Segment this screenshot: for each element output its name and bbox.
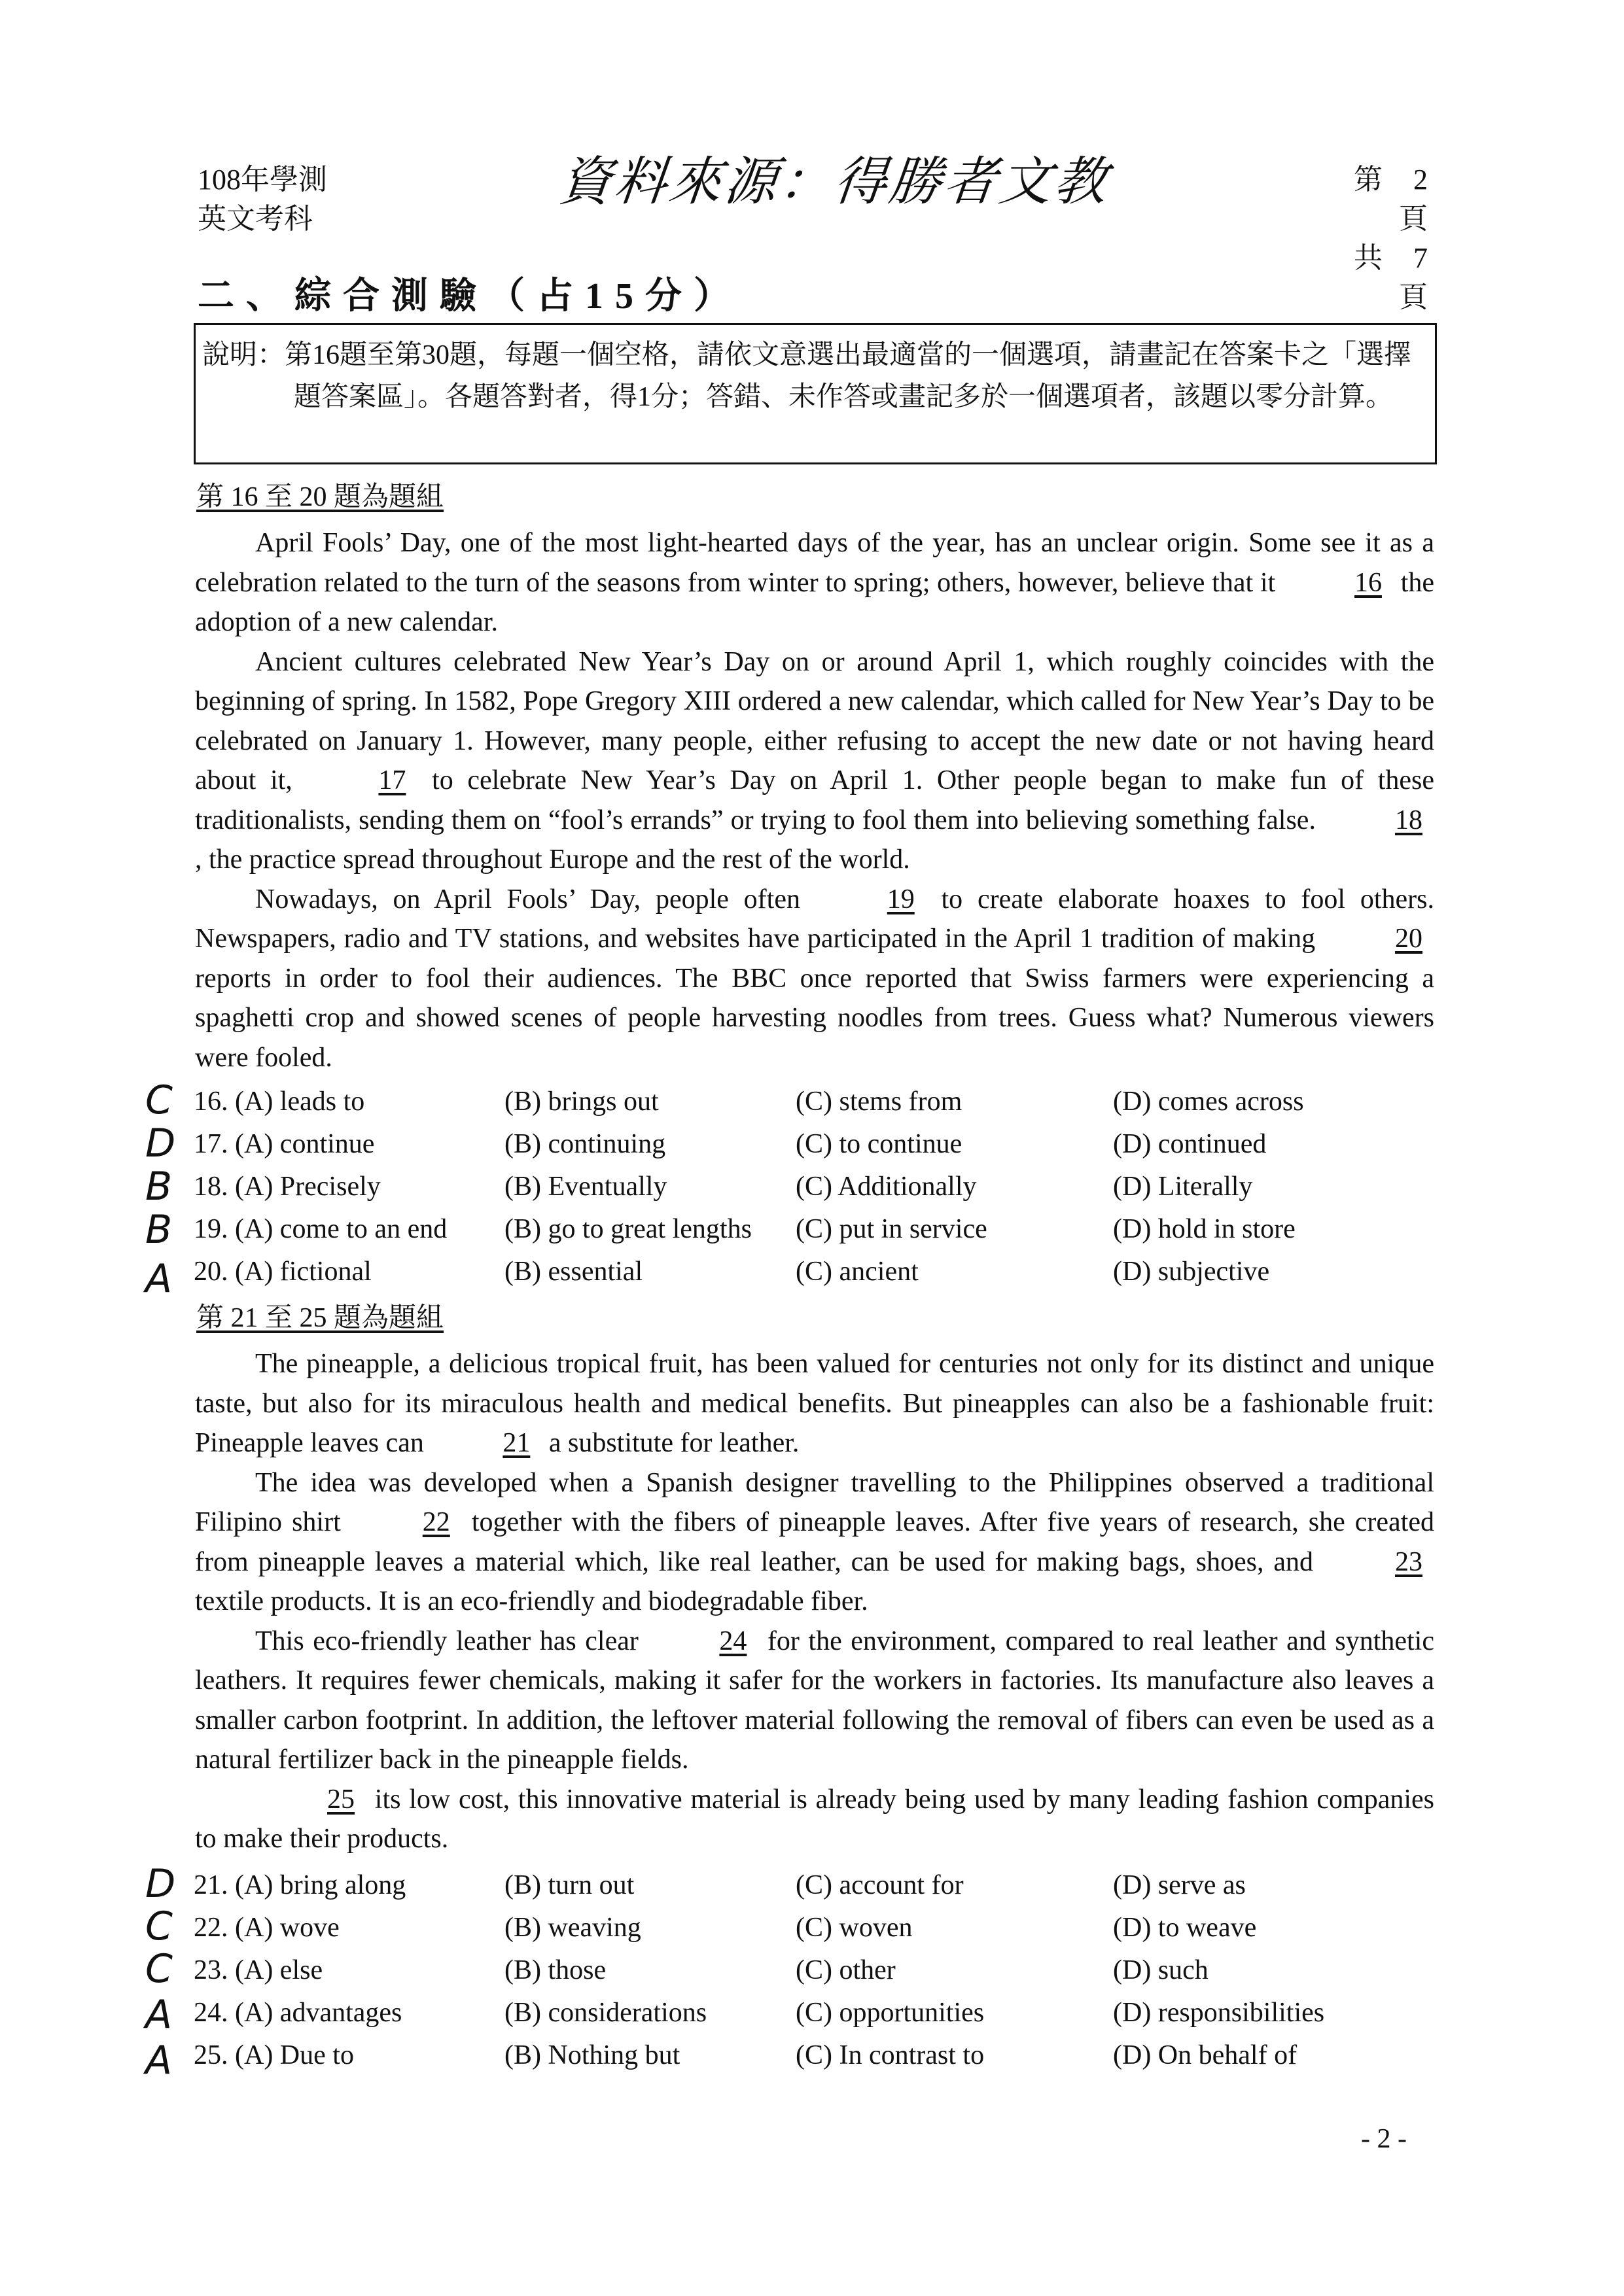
- option-b[interactable]: (B) those: [504, 1955, 607, 1985]
- instructions-text: 說明：第16題至第30題，每題一個空格，請依文意選出最適當的一個選項，請畫記在答案卡之「選擇題答案區」。各題答對者，得1分；答錯、未作答或畫記多於一個選項者，該題以零分計算。: [202, 340, 1412, 412]
- option-a[interactable]: (A) advantages: [235, 1998, 402, 2028]
- option-d[interactable]: (D) to weave: [1113, 1913, 1257, 1943]
- handwritten-answer-21: D: [145, 1861, 176, 1907]
- current-page: 第 2 頁: [1354, 164, 1439, 235]
- group-label-21-25: 第 21 至 25 題為題組: [196, 1303, 444, 1333]
- question-row: 24. (A) advantages (B) considerations (C) opportunities (D) responsibilities: [194, 1992, 1375, 2034]
- option-a[interactable]: (A) wove: [235, 1913, 340, 1943]
- option-c[interactable]: (C) ancient: [796, 1257, 919, 1287]
- blank-25: 25: [327, 1784, 355, 1815]
- option-a[interactable]: (A) leads to: [235, 1087, 365, 1117]
- option-d[interactable]: (D) such: [1113, 1955, 1209, 1985]
- question-row: 20. (A) fictional (B) essential (C) ancient (D) subjective: [194, 1251, 1375, 1293]
- option-a[interactable]: (A) continue: [235, 1129, 375, 1159]
- option-d[interactable]: (D) comes across: [1113, 1087, 1304, 1117]
- option-c[interactable]: (C) put in service: [796, 1214, 987, 1244]
- question-row: 17. (A) continue (B) continuing (C) to continue (D) continued: [194, 1123, 1375, 1166]
- options-21-25: [194, 1864, 1375, 2077]
- blank-21: 21: [503, 1428, 531, 1458]
- exam-header-left: [198, 160, 327, 239]
- paragraph: Ancient cultures celebrated New Year’s Day on or around April 1, which roughly coincides with the beginning of spring. In 1582, Pope Gregory XIII ordered a new calendar, which called for New Year’s Day to be celebrated on January 1. However, many people, either refusing to accept the new date or not having heard about it, 17 to celebrate New Year’s Day on April 1. Other people began to make fun of these traditionalists, sending them on “fool’s errands” or trying to fool them into believing something false. 18, the practice spread throughout Europe and the rest of the world.: [195, 646, 1434, 875]
- handwritten-answer-20: A: [145, 1256, 173, 1302]
- paragraph: The pineapple, a delicious tropical fruit, has been valued for centuries not only for its distinct and unique taste, but also for its miraculous health and medical benefits. But pineapples can also be a fashionable fruit: Pineapple leaves can 21 a substitute for leather.: [195, 1344, 1434, 1463]
- exam-header-right: [1322, 160, 1439, 317]
- blank-24: 24: [719, 1626, 747, 1656]
- option-c[interactable]: (C) to continue: [796, 1129, 962, 1159]
- option-a[interactable]: (A) bring along: [235, 1870, 406, 1900]
- paragraph: 25 its low cost, this innovative material is already being used by many leading fashion companies to make their products.: [195, 1780, 1434, 1859]
- option-c[interactable]: (C) other: [796, 1955, 896, 1985]
- blank-17: 17: [378, 765, 406, 795]
- question-row: 18. (A) Precisely (B) Eventually (C) Additionally (D) Literally: [194, 1166, 1375, 1208]
- paragraph: April Fools’ Day, one of the most light-hearted days of the year, has an unclear origin. Some see it as a celebration related to the turn of the seasons from winter to spring; others, however, believe that it 16 the adoption of a new calendar.: [195, 528, 1434, 637]
- option-c[interactable]: (C) In contrast to: [796, 2040, 985, 2070]
- handwritten-answer-24: A: [145, 1992, 173, 2038]
- option-a[interactable]: (A) Due to: [235, 2040, 354, 2070]
- blank-20: 20: [1395, 924, 1422, 954]
- blank-22: 22: [422, 1507, 450, 1537]
- passage-21-25: [195, 1344, 1434, 1859]
- handwritten-answer-19: B: [145, 1207, 173, 1253]
- blank-19: 19: [887, 884, 915, 914]
- option-a[interactable]: (A) else: [235, 1955, 323, 1985]
- option-a[interactable]: (A) Precisely: [235, 1172, 381, 1202]
- option-c[interactable]: (C) opportunities: [796, 1998, 985, 2028]
- page-number: - 2 -: [1361, 2124, 1407, 2154]
- instructions-box: [194, 323, 1437, 464]
- handwritten-answer-25: A: [145, 2038, 173, 2083]
- option-b[interactable]: (B) essential: [504, 1257, 643, 1287]
- option-d[interactable]: (D) subjective: [1113, 1257, 1270, 1287]
- option-d[interactable]: (D) hold in store: [1113, 1214, 1296, 1244]
- option-d[interactable]: (D) On behalf of: [1113, 2040, 1297, 2070]
- option-a[interactable]: (A) come to an end: [235, 1214, 448, 1244]
- option-d[interactable]: (D) Literally: [1113, 1172, 1253, 1202]
- option-b[interactable]: (B) considerations: [504, 1998, 707, 2028]
- handwritten-answer-17: D: [145, 1121, 176, 1166]
- blank-23: 23: [1395, 1546, 1422, 1577]
- paragraph: The idea was developed when a Spanish designer travelling to the Philippines observed a traditional Filipino shirt 22 together with the fibers of pineapple leaves. After five years of research, she created from pineapple leaves a material which, like real leather, can be used for making bags, shoes, and 23 textile products. It is an eco-friendly and biodegradable fiber.: [195, 1467, 1434, 1616]
- option-d[interactable]: (D) continued: [1113, 1129, 1267, 1159]
- exam-subject: 英文考科: [198, 203, 313, 235]
- option-b[interactable]: (B) continuing: [504, 1129, 666, 1159]
- options-16-20: [194, 1081, 1375, 1293]
- option-b[interactable]: (B) brings out: [504, 1087, 659, 1117]
- blank-18: 18: [1395, 805, 1422, 835]
- handwritten-answer-18: B: [145, 1164, 173, 1209]
- total-pages: 共 7 頁: [1354, 242, 1439, 313]
- handwritten-answer-16: C: [145, 1077, 173, 1123]
- exam-year: 108年學測: [198, 164, 327, 196]
- option-d[interactable]: (D) responsibilities: [1113, 1998, 1325, 2028]
- section-title: 二、綜合測驗（占15分）: [198, 276, 742, 317]
- option-c[interactable]: (C) Additionally: [796, 1172, 977, 1202]
- question-row: 25. (A) Due to (B) Nothing but (C) In contrast to (D) On behalf of: [194, 2034, 1375, 2077]
- option-a[interactable]: (A) fictional: [235, 1257, 372, 1287]
- option-b[interactable]: (B) weaving: [504, 1913, 641, 1943]
- question-row: 22. (A) wove (B) weaving (C) woven (D) to weave: [194, 1907, 1375, 1949]
- paragraph: Nowadays, on April Fools’ Day, people often 19 to create elaborate hoaxes to fool others. Newspapers, radio and TV stations, and websites have participated in the April 1 tradition of making 20 reports in order to fool their audiences. The BBC once reported that Swiss farmers were experiencing a spaghetti crop and showed scenes of people harvesting noodles from trees. Guess what? Numerous viewers were fooled.: [195, 880, 1434, 1078]
- paragraph: This eco-friendly leather has clear 24 for the environment, compared to real leather and synthetic leathers. It requires fewer chemicals, making it safer for the workers in factories. Its manufacture also leaves a smaller carbon footprint. In addition, the leftover material following the removal of fibers can even be used as a natural fertilizer back in the pineapple fields.: [195, 1622, 1434, 1780]
- option-c[interactable]: (C) woven: [796, 1913, 913, 1943]
- option-d[interactable]: (D) serve as: [1113, 1870, 1246, 1900]
- question-row: 16. (A) leads to (B) brings out (C) stems from (D) comes across: [194, 1081, 1375, 1123]
- group-label-16-20: 第 16 至 20 題為題組: [196, 482, 444, 512]
- passage-16-20: [195, 523, 1434, 1077]
- question-row: 23. (A) else (B) those (C) other (D) such: [194, 1949, 1375, 1992]
- option-b[interactable]: (B) go to great lengths: [504, 1214, 752, 1244]
- question-row: 19. (A) come to an end (B) go to great lengths (C) put in service (D) hold in store: [194, 1208, 1375, 1251]
- question-row: 21. (A) bring along (B) turn out (C) account for (D) serve as: [194, 1864, 1375, 1907]
- handwritten-answer-23: C: [145, 1946, 173, 1992]
- option-b[interactable]: (B) Nothing but: [504, 2040, 680, 2070]
- handwritten-source-note: 資料來源：得勝者文教: [556, 151, 1112, 212]
- blank-16: 16: [1354, 567, 1382, 598]
- option-b[interactable]: (B) Eventually: [504, 1172, 667, 1202]
- option-b[interactable]: (B) turn out: [504, 1870, 635, 1900]
- option-c[interactable]: (C) stems from: [796, 1087, 962, 1117]
- option-c[interactable]: (C) account for: [796, 1870, 964, 1900]
- handwritten-answer-22: C: [145, 1904, 173, 1949]
